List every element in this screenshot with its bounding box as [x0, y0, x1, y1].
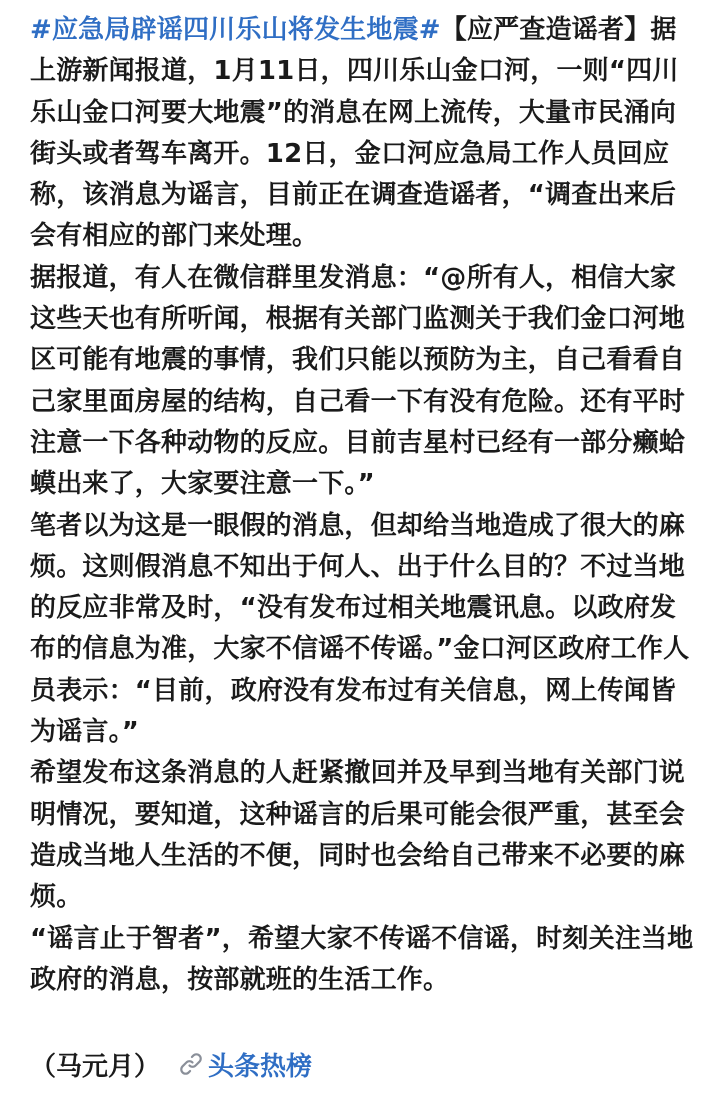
article-paragraph-2: 据报道，有人在微信群里发消息：“@所有人，相信大家这些天也有所听闻，根据有关部门监测关于我们金口河地区可能有地震的事情，我们只能以预防为主，自己看看自己家里面房屋的结构，自己看一下有没有危险。还有平时注意一下各种动物的反应。目前吉星村已经有一部分癞蛤蟆出来了，大家要注意一下。”: [30, 262, 686, 500]
source-link-label[interactable]: 头条热榜: [208, 1051, 313, 1082]
source-link[interactable]: [178, 1046, 312, 1083]
headline-suffix: 【应严查造谣者】: [440, 15, 651, 45]
author-credit: （马元月）: [30, 1051, 161, 1082]
article-paragraph-4: 希望发布这条消息的人赶紧撤回并及早到当地有关部门说明情况，要知道，这种谣言的后果可能会很严重，甚至会造成当地人生活的不便，同时也会给自己带来不必要的麻烦。: [30, 758, 686, 913]
article-body: [30, 10, 694, 1001]
article-footer: [30, 1044, 312, 1084]
article-paragraph-1: 据上游新闻报道，1月11日，四川乐山金口河，一则“四川乐山金口河要大地震”的消息在网上流传，大量市民涌向街头或者驾车离开。12日，金口河应急局工作人员回应称，该消息为谣言，目前正在调查造谣者，“调查出来后会有相应的部门来处理。: [30, 15, 679, 252]
article-paragraph-headline: [30, 10, 694, 258]
hashtag-link[interactable]: #应急局辟谣四川乐山将发生地震#: [30, 15, 441, 45]
article-paragraph-5: “谣言止于智者”，希望大家不传谣不信谣，时刻关注当地政府的消息，按部就班的生活工作。: [30, 923, 694, 995]
article-paragraph-3: 笔者以为这是一眼假的消息，但却给当地造成了很大的麻烦。这则假消息不知出于何人、出于什么目的？不过当地的反应非常及时，“没有发布过相关地震讯息。以政府发布的信息为准，大家不信谣不传谣。”金口河区政府工作人员表示：“目前，政府没有发布过有关信息，网上传闻皆为谣言。”: [30, 510, 690, 748]
link-icon: [178, 1051, 204, 1077]
